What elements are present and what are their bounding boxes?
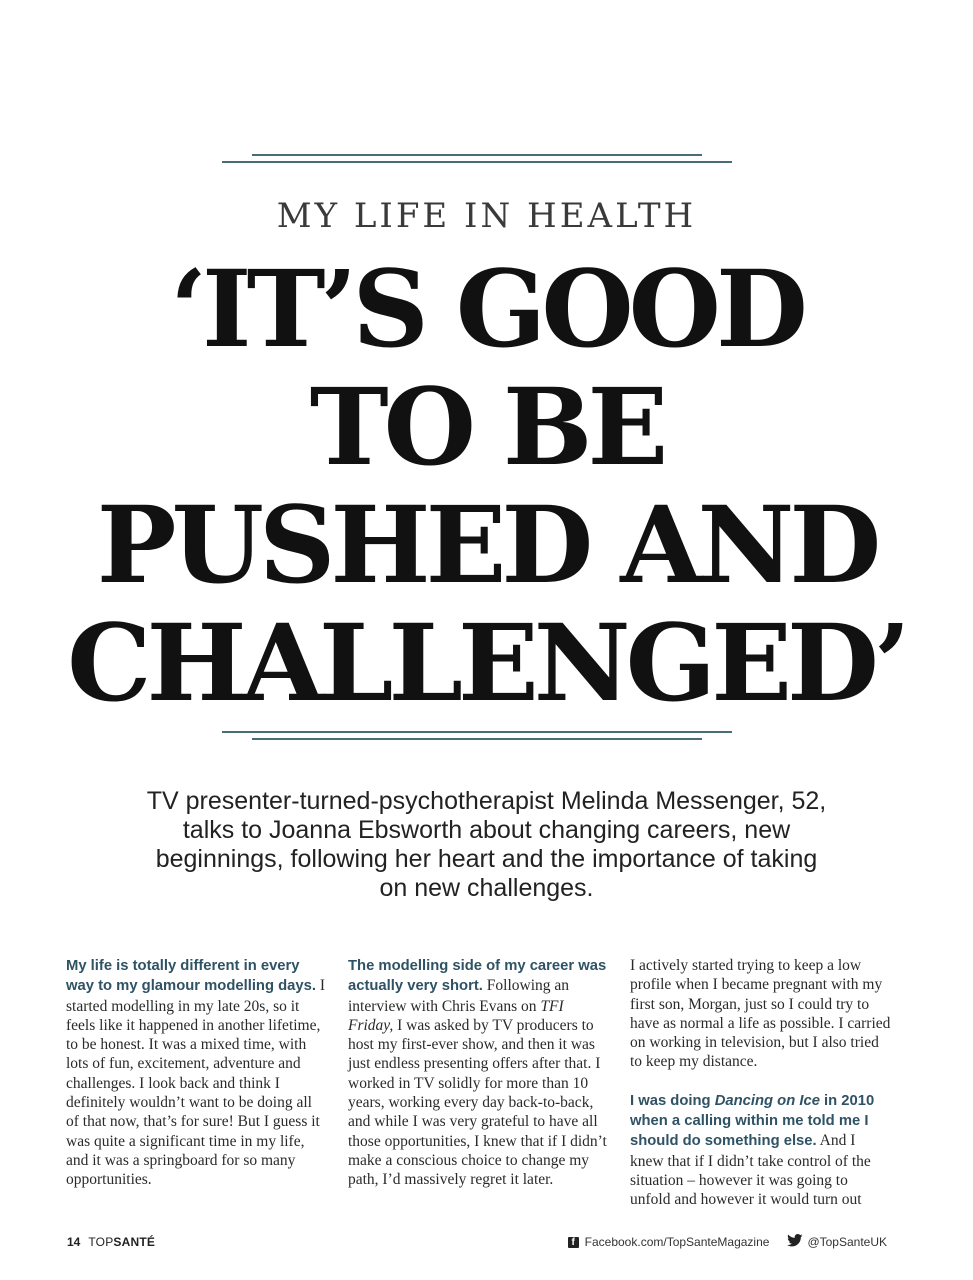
magazine-name-top: TOP — [88, 1235, 114, 1249]
headline-line-4: CHALLENGED’ — [67, 600, 906, 725]
column-3-paragraph-1: I actively started trying to keep a low profile when I became pregnant with my first son, Morgan, just so I could try to have as normal a life as possible. I carried on working in television, but I also tried to keep my distance. — [630, 957, 891, 1071]
column-3-lead-italic: Dancing on Ice — [714, 1092, 820, 1109]
article-column-1 — [66, 956, 328, 1190]
top-rule-upper — [252, 154, 702, 156]
column-1-body: I started modelling in my late 20s, so it feels like it happened in another lifetime, to be honest. It was a mixed time, with lots of fun, excitement, adventure and challenges. I look back and think I definitely wouldn’t want to be doing all of that now, that’s for sure! But I guess it was quite a significant time in my life, and it was a springboard for so many opportunities. — [66, 977, 326, 1189]
column-3-body: And I knew that if I didn’t take control of the situation – however it was going to unfold and however it would turn out — [630, 1132, 871, 1209]
column-3-paragraph-2 — [630, 1091, 892, 1210]
twitter-icon — [787, 1234, 803, 1250]
column-2-paragraph — [348, 956, 610, 1190]
column-1-paragraph — [66, 956, 328, 1190]
section-kicker: MY LIFE IN HEALTH — [276, 196, 697, 236]
column-2-body-1: Following an interview with Chris Evans on — [348, 977, 570, 1015]
headline-line-1: ‘IT’S GOOD — [170, 246, 803, 371]
facebook-link[interactable]: Facebook.com/TopSanteMagazine — [584, 1235, 770, 1249]
headline — [0, 246, 973, 725]
headline-line-3: PUSHED AND — [96, 482, 877, 607]
bottom-rule-lower — [252, 738, 702, 740]
facebook-icon: f — [568, 1237, 579, 1248]
footer-folio — [67, 1235, 155, 1249]
column-2-show-title: TFI Friday, — [348, 997, 564, 1034]
footer-social — [568, 1234, 887, 1250]
page-number: 14 — [67, 1235, 81, 1249]
column-2-lead: The modelling side of my career was actually very short. — [348, 958, 607, 995]
standfirst: TV presenter-turned-psychotherapist Melinda Messenger, 52, talks to Joanna Ebsworth about changing careers, new beginnings, following her heart and the importance of taking on new challenges. — [146, 787, 827, 902]
column-3-lead-1: I was doing — [630, 1092, 715, 1109]
article-column-3 — [630, 956, 892, 1210]
column-3-lead-2: in 2010 when a calling within me told me I should do something else. — [630, 1092, 875, 1150]
magazine-name-sante: SANTÉ — [113, 1235, 156, 1249]
bottom-rule-upper — [222, 731, 732, 733]
top-rule-lower — [222, 161, 732, 163]
column-2-body-2: I was asked by TV producers to host my first-ever show, and then it was just endless presenting offers after that. I worked in TV solidly for more than 10 years, working every day back-to-back, and while I was very grateful to have all those opportunities, I knew that if I didn’t make a conscious choice to change my path, I’d massively regret it later. — [348, 1016, 607, 1189]
article-column-2 — [348, 956, 610, 1190]
headline-line-2: TO BE — [309, 364, 664, 489]
twitter-handle[interactable]: @TopSanteUK — [807, 1235, 887, 1249]
column-1-lead: My life is totally different in every way to my glamour modelling days. — [66, 958, 316, 995]
